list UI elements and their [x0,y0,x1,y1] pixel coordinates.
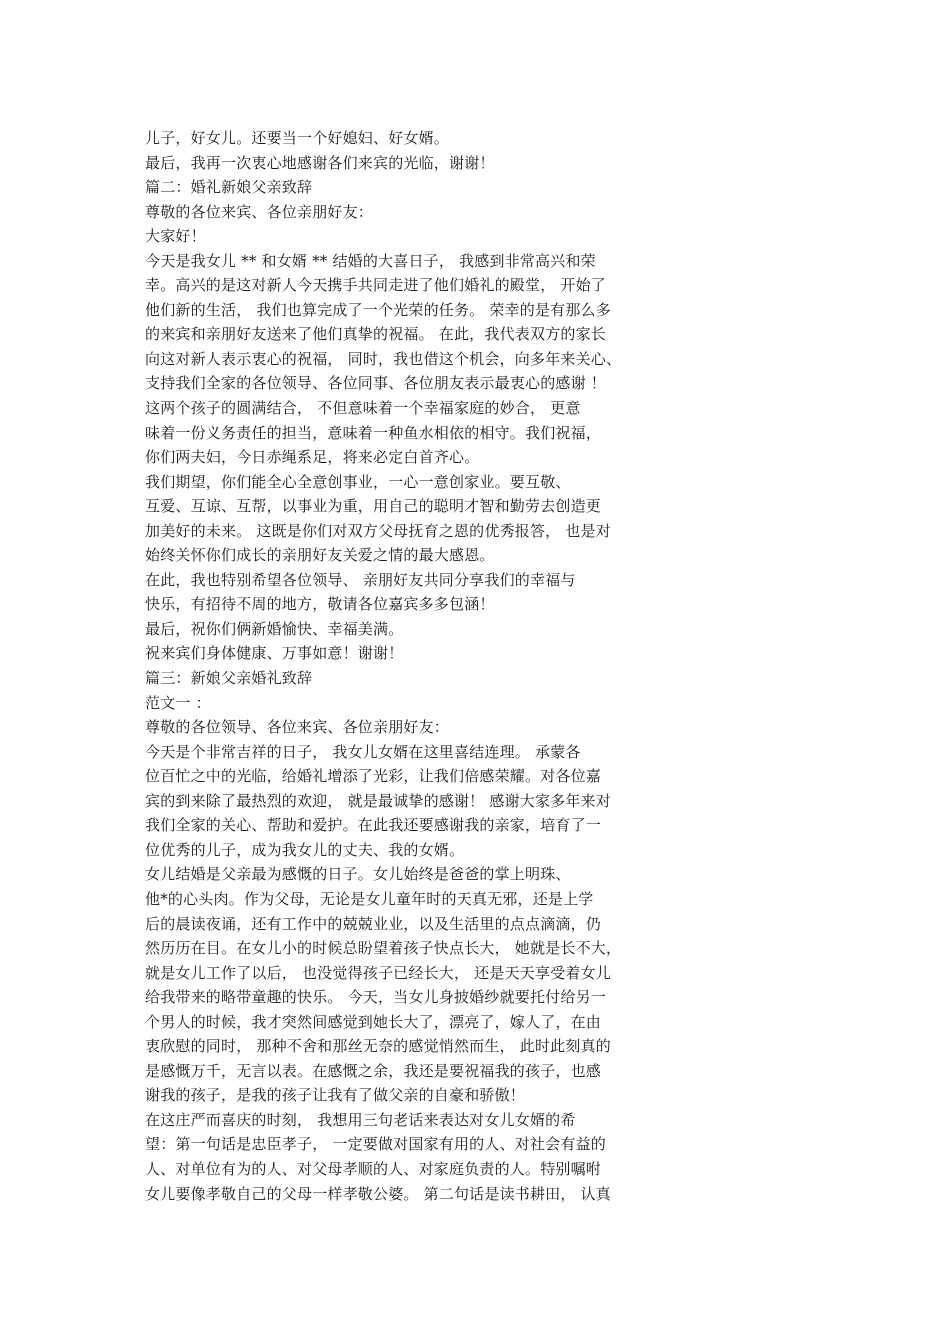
text-line: 范文一 ： [145,693,211,712]
text-line: 位百忙之中的光临，给婚礼增添了光彩，让我们倍感荣耀。对各位嘉 [145,767,602,786]
text-line: 个男人的时候，我才突然间感觉到她长大了，漂亮了，嫁人了，在由 [145,1012,602,1031]
text-line: 就是女儿工作了以后， 也没觉得孩子已经长大， 还是天天享受着女儿 [145,963,611,982]
text-line: 幸。高兴的是这对新人今天携手共同走进了他们婚礼的殿堂， 开始了 [145,276,606,295]
section-heading: 篇二：婚礼新娘父亲致辞 [145,178,313,197]
text-line: 衷欣慰的同时， 那种不舍和那丝无奈的感觉悄然而生， 此时此刻真的 [145,1037,611,1056]
text-line: 然历历在目。在女儿小的时候总盼望着孩子快点长大， 她就是长不大， [145,939,622,958]
text-line: 大家好！ [145,227,206,246]
text-line: 女儿要像孝敬自己的父母一样孝敬公婆。 第二句话是读书耕田， 认真 [145,1184,611,1203]
text-line: 后的晨读夜诵，还有工作中的兢兢业业，以及生活里的点点滴滴，仍 [145,914,602,933]
text-line: 在此，我也特别希望各位领导、 亲朋好友共同分享我们的幸福与 [145,570,576,589]
text-line: 最后，我再一次衷心地感谢各们来宾的光临，谢谢！ [145,153,495,172]
text-line: 女儿结婚是父亲最为感慨的日子。女儿始终是爸爸的掌上明珠、 [145,865,571,884]
text-line: 支持我们全家的各位领导、各位同事、各位朋友表示最衷心的感谢 ！ [145,374,606,393]
text-line: 味着一份义务责任的担当，意味着一种鱼水相依的相守。我们祝福， [145,423,602,442]
text-line: 向这对新人表示衷心的祝福， 同时，我也借这个机会，向多年来关心、 [145,349,622,368]
text-line: 的来宾和亲朋好友送来了他们真挚的祝福。 在此，我代表双方的家长 [145,325,606,344]
text-line: 人、对单位有为的人、对父母孝顺的人、对家庭负责的人。特别嘱咐 [145,1159,602,1178]
text-line: 尊敬的各位领导、各位来宾、各位亲朋好友： [145,718,450,737]
text-line: 在这庄严而喜庆的时刻， 我想用三句老话来表达对女儿女婿的希 [145,1110,576,1129]
text-line: 谢我的孩子，是我的孩子让我有了做父亲的自豪和骄傲！ [145,1086,526,1105]
text-line: 宾的到来除了最热烈的欢迎， 就是最诚挚的感谢！ 感谢大家多年来对 [145,791,611,810]
text-line: 是感慨万千，无言以表。在感慨之余，我还是要祝福我的孩子，也感 [145,1061,602,1080]
text-line: 今天是我女儿 ** 和女婿 ** 结婚的大喜日子， 我感到非常高兴和荣 [145,251,596,270]
text-line: 他们新的生活， 我们也算完成了一个光荣的任务。 荣幸的是有那么多 [145,300,611,319]
text-line: 你们两夫妇，今日赤绳系足，将来必定白首齐心。 [145,448,480,467]
speech-text-body [145,126,675,1206]
text-line: 始终关怀你们成长的亲朋好友关爱之情的最大感恩。 [145,546,495,565]
text-line: 我们全家的关心、帮助和爱护。在此我还要感谢我的亲家，培育了一 [145,816,602,835]
text-line: 他*的心头肉。作为父母，无论是女儿童年时的天真无邪，还是上学 [145,889,594,908]
text-line: 我们期望，你们能全心全意创事业，一心一意创家业。要互敬、 [145,472,571,491]
text-line: 位优秀的儿子，成为我女儿的丈夫、我的女婿。 [145,840,465,859]
text-line: 今天是个非常吉祥的日子， 我女儿女婿在这里喜结连理。 承蒙各 [145,742,581,761]
text-line: 最后，祝你们俩新婚愉快、幸福美满。 [145,619,404,638]
text-line: 祝来宾们身体健康、万事如意！谢谢！ [145,644,404,663]
text-line: 尊敬的各位来宾、各位亲朋好友： [145,202,374,221]
text-line: 望：第一句话是忠臣孝子， 一定要做对国家有用的人、对社会有益的 [145,1135,606,1154]
text-line: 给我带来的略带童趣的快乐。 今天，当女儿身披婚纱就要托付给另一 [145,988,606,1007]
text-line: 互爱、互谅、互帮，以事业为重，用自己的聪明才智和勤劳去创造更 [145,497,602,516]
text-line: 加美好的未来。 这既是你们对双方父母抚育之恩的优秀报答， 也是对 [145,521,611,540]
section-heading: 篇三：新娘父亲婚礼致辞 [145,669,313,688]
text-line: 这两个孩子的圆满结合， 不但意味着一个幸福家庭的妙合， 更意 [145,399,581,418]
text-line: 快乐，有招待不周的地方，敬请各位嘉宾多多包涵！ [145,595,495,614]
text-line: 儿子，好女儿。还要当一个好媳妇、好女婿。 [145,129,450,147]
